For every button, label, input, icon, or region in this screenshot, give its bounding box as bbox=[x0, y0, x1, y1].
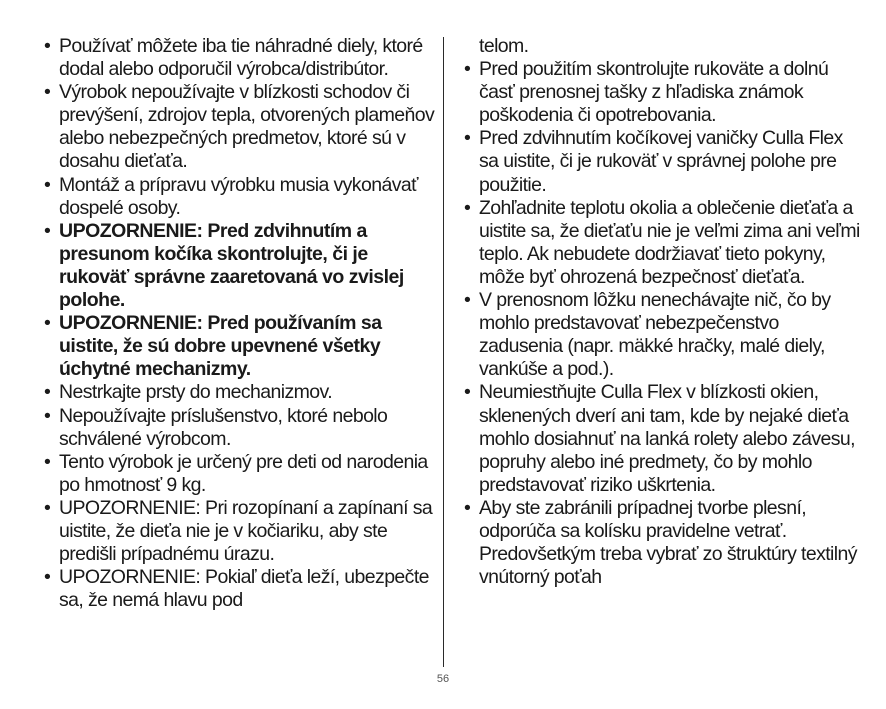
bullet-item: • Nepoužívajte príslušenstvo, ktoré nebolo schválené výrobcom. bbox=[44, 405, 436, 451]
continued-text: telom. bbox=[479, 35, 529, 57]
bullet-item: • Výrobok nepoužívajte v blízkosti schodov či prevýšení, zdrojov tepla, otvorených plameňov alebo nebezpečných predmetov, ktoré sú v dosahu dieťaťa. bbox=[44, 81, 436, 173]
bullet-item: • Neumiestňujte Culla Flex v blízkosti okien, sklenených dverí ani tam, kde by nejaké dieťa mohlo dosiahnuť na lanká rolety alebo závesu, popruhy alebo iné predmety, čo by mohlo predstavovať riziko uškrtenia. bbox=[464, 381, 864, 496]
warning-item: • UPOZORNENIE: Pred zdvihnutím a presunom kočíka skontrolujte, či je rukoväť správne zaaretovaná vo zvislej polohe. bbox=[44, 220, 436, 312]
bullet-item: • Montáž a prípravu výrobku musia vykonávať dospelé osoby. bbox=[44, 174, 436, 220]
page-number: 56 bbox=[436, 673, 450, 685]
bullet-item: • Tento výrobok je určený pre deti od narodenia po hmotnosť 9 kg. bbox=[44, 451, 436, 497]
bullet-item: • Pred použitím skontrolujte rukoväte a dolnú časť prenosnej tašky z hľadiska známok poškodenia či opotrebovania. bbox=[464, 58, 864, 127]
left-column bbox=[44, 35, 436, 612]
right-column bbox=[464, 35, 864, 589]
bullet-item: • Aby ste zabránili prípadnej tvorbe plesní, odporúča sa kolísku pravidelne vetrať. Predovšetkým treba vybrať zo štruktúry textilný vnútorný poťah bbox=[464, 497, 864, 589]
bullet-item: • Používať môžete iba tie náhradné diely, ktoré dodal alebo odporučil výrobca/distribútor. bbox=[44, 35, 436, 81]
bullet-item: • UPOZORNENIE: Pokiaľ dieťa leží, ubezpečte sa, že nemá hlavu pod bbox=[44, 566, 436, 612]
bullet-item: • V prenosnom lôžku nenechávajte nič, čo by mohlo predstavovať nebezpečenstvo zadusenia (napr. mäkké hračky, malé diely, vankúše a pod.). bbox=[464, 289, 864, 381]
bullet-item: • Pred zdvihnutím kočíkovej vaničky Culla Flex sa uistite, či je rukoväť v správnej polohe pre použitie. bbox=[464, 127, 864, 196]
bullet-item: • Zohľadnite teplotu okolia a oblečenie dieťaťa a uistite sa, že dieťaťu nie je veľmi zima ani veľmi teplo. Ak nebudete dodržiavať tieto pokyny, môže byť ohrozená bezpečnosť dieťaťa. bbox=[464, 197, 864, 289]
column-divider bbox=[443, 37, 444, 667]
warning-item: • UPOZORNENIE: Pred používaním sa uistite, že sú dobre upevnené všetky úchytné mechanizmy. bbox=[44, 312, 436, 381]
bullet-item: • Nestrkajte prsty do mechanizmov. bbox=[44, 381, 436, 404]
bullet-item: • UPOZORNENIE: Pri rozopínaní a zapínaní sa uistite, že dieťa nie je v kočiariku, aby ste predišli prípadnému úrazu. bbox=[44, 497, 436, 566]
